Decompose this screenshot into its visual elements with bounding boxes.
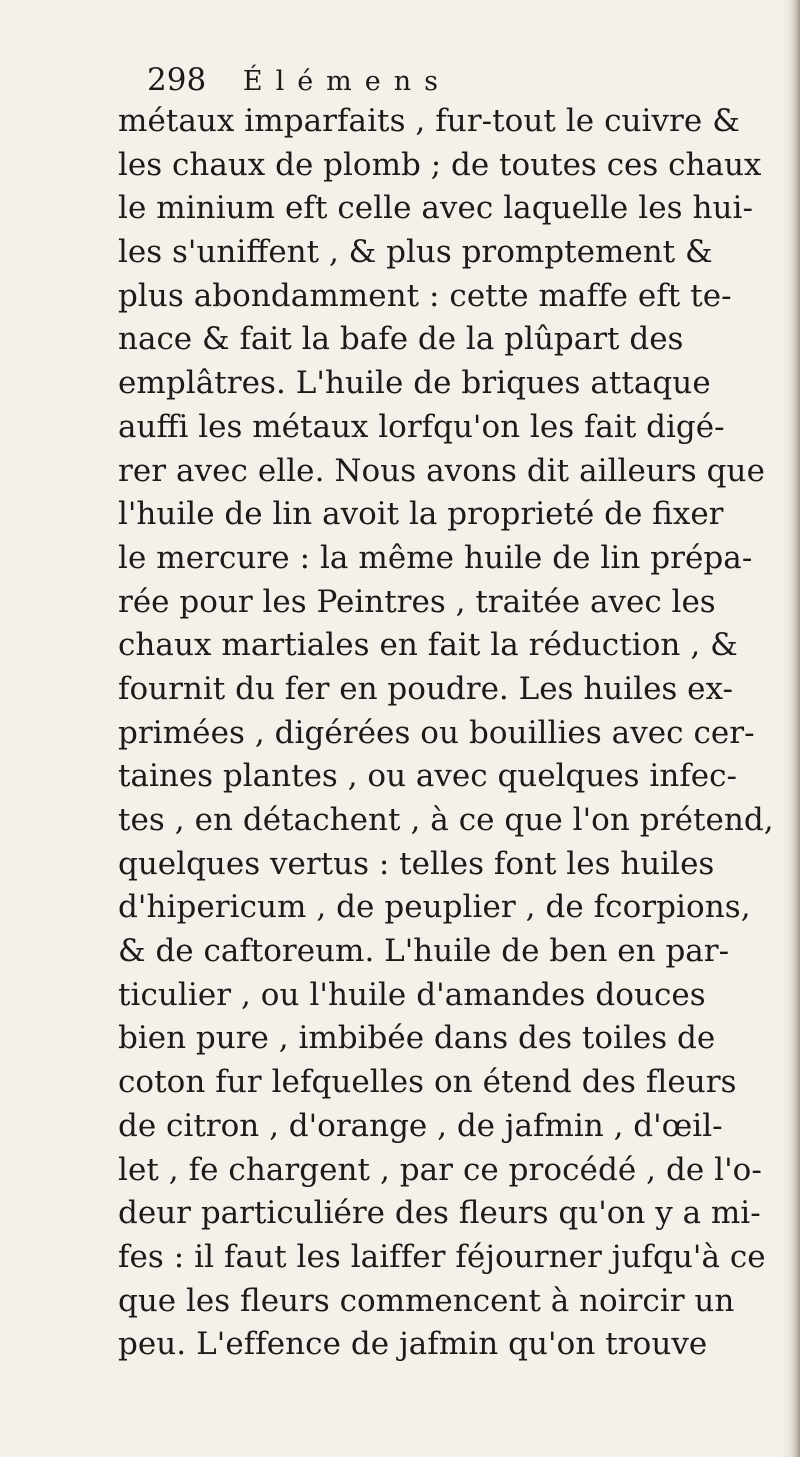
text-line: plus abondamment : cette maffe eft te- — [118, 277, 732, 314]
text-line: auffi les métaux lorfqu'on les fait digé- — [118, 408, 725, 445]
body-text — [118, 100, 794, 1367]
text-line: les chaux de plomb ; de toutes ces chaux — [118, 146, 762, 183]
text-line: primées , digérées ou bouillies avec cer- — [118, 714, 755, 751]
text-line: les s'uniffent , & plus promptement & — [118, 234, 713, 271]
text-line: tes , en détachent , à ce que l'on prétend, — [118, 802, 774, 838]
text-line: l'huile de lin avoit la proprieté de fixer — [118, 496, 724, 533]
text-line: & de caftoreum. L'huile de ben en par- — [118, 933, 730, 970]
text-line: métaux imparfaits , fur-tout le cuivre & — [118, 103, 740, 139]
text-line: taines plantes , ou avec quelques infec- — [118, 758, 737, 795]
text-line: rer avec elle. Nous avons dit ailleurs que — [118, 452, 765, 489]
running-title: Élémens — [242, 66, 452, 97]
text-line: coton fur lefquelles on étend des fleurs — [118, 1064, 737, 1101]
page-number: 298 — [147, 62, 207, 98]
text-line: quelques vertus : telles font les huiles — [118, 845, 715, 882]
text-line: nace & fait la bafe de la plûpart des — [118, 321, 684, 358]
text-line: chaux martiales en fait la réduction , & — [118, 627, 738, 664]
text-line: bien pure , imbibée dans des toiles de — [118, 1020, 716, 1057]
text-line: d'hipericum , de peuplier , de fcorpions, — [118, 889, 751, 926]
text-line: emplâtres. L'huile de briques attaque — [118, 365, 711, 402]
page-header — [147, 58, 667, 102]
text-line: fes : il faut les laiffer féjourner jufqu'à ce — [118, 1238, 766, 1275]
text-line: que les fleurs commencent à noircir un — [118, 1282, 735, 1319]
text-line: le minium eft celle avec laquelle les hui- — [118, 190, 753, 227]
text-line: let , fe chargent , par ce procédé , de l'o- — [118, 1151, 762, 1188]
text-line: de citron , d'orange , de jafmin , d'œil- — [118, 1107, 723, 1144]
text-line: fournit du fer en poudre. Les huiles ex- — [118, 670, 733, 707]
text-line: rée pour les Peintres , traitée avec les — [118, 583, 716, 620]
text-line: ticulier , ou l'huile d'amandes douces — [118, 976, 706, 1013]
text-line: le mercure : la même huile de lin prépa- — [118, 539, 753, 576]
text-line: peu. L'effence de jafmin qu'on trouve — [118, 1326, 708, 1363]
text-line: deur particuliére des fleurs qu'on y a mi- — [118, 1195, 761, 1232]
